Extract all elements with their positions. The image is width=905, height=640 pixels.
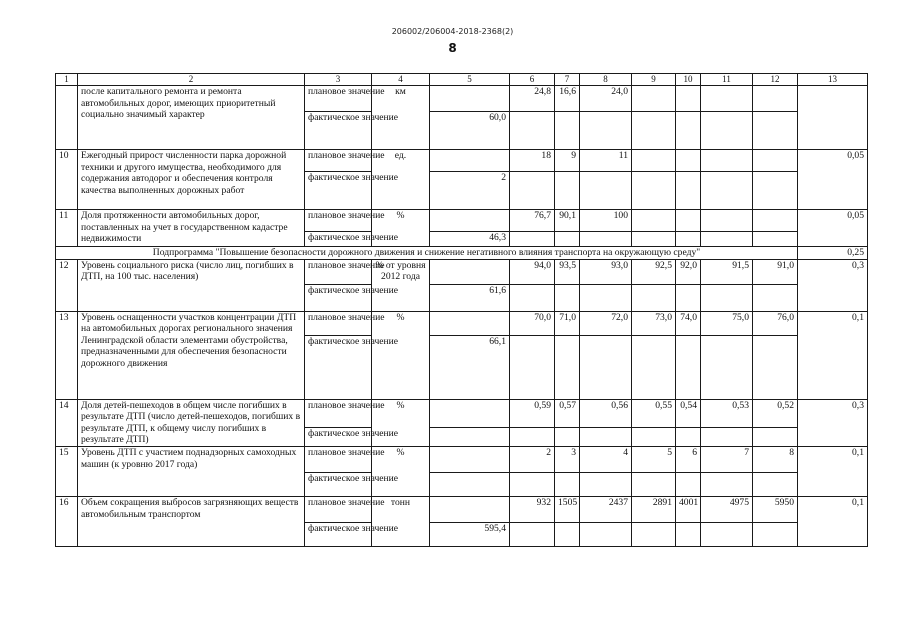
fact-year-value [701, 232, 753, 247]
indicators-table [55, 73, 868, 547]
fact-year-value [580, 112, 632, 150]
unit-cell: % [372, 446, 430, 496]
unit-cell: % [372, 210, 430, 247]
plan-value: 18 [510, 150, 555, 172]
plan-value: 0,53 [701, 399, 753, 427]
fact-label: фактическое значение [305, 284, 372, 311]
plan-value: 70,0 [510, 311, 555, 335]
fact-label: фактическое значение [305, 112, 372, 150]
plan-value: 75,0 [701, 311, 753, 335]
fact-year-value [676, 472, 701, 496]
fact-year-value [510, 472, 555, 496]
fact-year-value [632, 172, 676, 210]
plan-label: плановое значение [305, 259, 372, 284]
plan-value: 7 [701, 446, 753, 472]
indicator-number: 13 [56, 311, 78, 399]
column-header: 9 [632, 74, 676, 86]
fact-year-value [555, 112, 580, 150]
plan-value: 93,5 [555, 259, 580, 284]
fact-year-value [510, 232, 555, 247]
plan-value [753, 210, 798, 232]
base-value [430, 496, 510, 522]
column-header: 12 [753, 74, 798, 86]
base-value [430, 259, 510, 284]
plan-label: плановое значение [305, 399, 372, 427]
indicator-row [56, 446, 868, 472]
fact-year-value [632, 522, 676, 546]
fact-value: 595,4 [430, 522, 510, 546]
fact-year-value [676, 112, 701, 150]
indicator-row [56, 210, 868, 232]
plan-value: 24,8 [510, 86, 555, 112]
fact-year-value [510, 335, 555, 399]
fact-year-value [580, 232, 632, 247]
plan-label: плановое значение [305, 311, 372, 335]
indicator-name: Уровень ДТП с участием поднадзорных самоходных машин (к уровню 2017 года) [78, 446, 305, 496]
indicator-name: Объем сокращения выбросов загрязняющих веществ автомобильным транспортом [78, 496, 305, 546]
plan-value: 2891 [632, 496, 676, 522]
plan-value [632, 150, 676, 172]
indicator-row [56, 311, 868, 335]
plan-label: плановое значение [305, 210, 372, 232]
plan-value: 0,52 [753, 399, 798, 427]
plan-value: 3 [555, 446, 580, 472]
fact-label: фактическое значение [305, 232, 372, 247]
base-value [430, 150, 510, 172]
column-header: 4 [372, 74, 430, 86]
column-header: 13 [798, 74, 868, 86]
plan-value: 71,0 [555, 311, 580, 335]
indicator-name: Доля протяженности автомобильных дорог, поставленных на учет в государственном кадастре недвижимости [78, 210, 305, 247]
plan-value: 91,5 [701, 259, 753, 284]
column-header: 2 [78, 74, 305, 86]
column-header: 1 [56, 74, 78, 86]
plan-value: 76,7 [510, 210, 555, 232]
fact-year-value [632, 284, 676, 311]
weight-value: 0,3 [798, 399, 868, 446]
unit-cell: ед. [372, 150, 430, 210]
column-header: 10 [676, 74, 701, 86]
column-header: 5 [430, 74, 510, 86]
plan-value: 74,0 [676, 311, 701, 335]
fact-year-value [676, 172, 701, 210]
fact-label: фактическое значение [305, 172, 372, 210]
fact-year-value [701, 472, 753, 496]
weight-value [798, 86, 868, 150]
plan-value: 76,0 [753, 311, 798, 335]
plan-value: 2437 [580, 496, 632, 522]
plan-value: 73,0 [632, 311, 676, 335]
indicator-name: Доля детей-пешеходов в общем числе погибших в результате ДТП (число детей-пешеходов, погибших в результате ДТП, к общему числу погибших в результате ДТП) [78, 399, 305, 446]
plan-value [753, 86, 798, 112]
weight-value: 0,05 [798, 210, 868, 247]
plan-value: 1505 [555, 496, 580, 522]
fact-year-value [580, 284, 632, 311]
plan-label: плановое значение [305, 86, 372, 112]
fact-year-value [555, 232, 580, 247]
base-value [430, 399, 510, 427]
column-header: 6 [510, 74, 555, 86]
fact-year-value [555, 472, 580, 496]
column-header: 7 [555, 74, 580, 86]
indicator-number: 10 [56, 150, 78, 210]
plan-value [753, 150, 798, 172]
fact-year-value [701, 335, 753, 399]
plan-value: 9 [555, 150, 580, 172]
fact-year-value [555, 335, 580, 399]
fact-year-value [580, 428, 632, 447]
fact-year-value [753, 472, 798, 496]
fact-year-value [632, 335, 676, 399]
plan-value: 94,0 [510, 259, 555, 284]
plan-value: 6 [676, 446, 701, 472]
fact-year-value [701, 522, 753, 546]
fact-year-value [632, 472, 676, 496]
subprogram-row [56, 247, 868, 260]
plan-value: 4001 [676, 496, 701, 522]
plan-value: 0,59 [510, 399, 555, 427]
document-id: 206002/206004-2018-2368(2) [391, 27, 514, 36]
fact-year-value [580, 522, 632, 546]
plan-value: 100 [580, 210, 632, 232]
unit-cell: тонн [372, 496, 430, 546]
fact-year-value [676, 284, 701, 311]
plan-value: 0,55 [632, 399, 676, 427]
fact-year-value [580, 472, 632, 496]
indicator-row [56, 259, 868, 284]
indicator-number: 12 [56, 259, 78, 311]
plan-value: 24,0 [580, 86, 632, 112]
fact-value [430, 472, 510, 496]
fact-year-value [580, 172, 632, 210]
plan-value: 93,0 [580, 259, 632, 284]
unit-cell: % [372, 311, 430, 399]
subprogram-title: Подпрограмма "Повышение безопасности дорожного движения и снижение негативного влияния транспорта на окружающую среду" [56, 247, 798, 260]
fact-year-value [510, 112, 555, 150]
plan-value: 0,57 [555, 399, 580, 427]
plan-value: 91,0 [753, 259, 798, 284]
indicator-name: Уровень оснащенности участков концентрации ДТП на автомобильных дорогах регионального значения Ленинградской области элементами обустройства, предназначенными для обеспечения безопасности дорожного движения [78, 311, 305, 399]
plan-value [701, 150, 753, 172]
page-number: 8 [448, 41, 457, 55]
fact-year-value [632, 232, 676, 247]
plan-value: 2 [510, 446, 555, 472]
indicator-number: 16 [56, 496, 78, 546]
indicator-row [56, 86, 868, 112]
plan-value: 11 [580, 150, 632, 172]
fact-value: 66,1 [430, 335, 510, 399]
fact-value: 61,6 [430, 284, 510, 311]
indicator-number [56, 86, 78, 150]
fact-year-value [632, 428, 676, 447]
fact-year-value [676, 335, 701, 399]
plan-value: 0,56 [580, 399, 632, 427]
fact-value: 2 [430, 172, 510, 210]
plan-value: 92,0 [676, 259, 701, 284]
weight-value: 0,1 [798, 311, 868, 399]
plan-value: 72,0 [580, 311, 632, 335]
indicator-row [56, 496, 868, 522]
plan-value: 5 [632, 446, 676, 472]
plan-value [632, 86, 676, 112]
plan-label: плановое значение [305, 150, 372, 172]
fact-year-value [632, 112, 676, 150]
unit-cell: % [372, 399, 430, 446]
fact-label: фактическое значение [305, 335, 372, 399]
plan-value [676, 86, 701, 112]
plan-value: 932 [510, 496, 555, 522]
fact-year-value [555, 284, 580, 311]
fact-year-value [753, 335, 798, 399]
column-header: 8 [580, 74, 632, 86]
fact-year-value [510, 172, 555, 210]
plan-value [676, 210, 701, 232]
indicator-number: 11 [56, 210, 78, 247]
base-value [430, 446, 510, 472]
fact-year-value [555, 428, 580, 447]
fact-label: фактическое значение [305, 428, 372, 447]
plan-value: 0,54 [676, 399, 701, 427]
fact-year-value [555, 522, 580, 546]
fact-year-value [753, 232, 798, 247]
weight-value: 0,3 [798, 259, 868, 311]
plan-value: 4 [580, 446, 632, 472]
weight-value: 0,05 [798, 150, 868, 210]
plan-value: 16,6 [555, 86, 580, 112]
plan-value [676, 150, 701, 172]
fact-year-value [676, 428, 701, 447]
fact-year-value [676, 232, 701, 247]
fact-year-value [701, 172, 753, 210]
weight-value: 0,1 [798, 446, 868, 496]
indicator-row [56, 150, 868, 172]
fact-label: фактическое значение [305, 522, 372, 546]
plan-label: плановое значение [305, 446, 372, 472]
fact-value: 46,3 [430, 232, 510, 247]
unit-cell: км [372, 86, 430, 150]
fact-year-value [580, 335, 632, 399]
column-header: 11 [701, 74, 753, 86]
fact-year-value [753, 172, 798, 210]
plan-value: 4975 [701, 496, 753, 522]
indicator-name: после капитального ремонта и ремонта автомобильных дорог, имеющих приоритетный социально значимый характер [78, 86, 305, 150]
fact-year-value [510, 522, 555, 546]
base-value [430, 210, 510, 232]
plan-label: плановое значение [305, 496, 372, 522]
fact-year-value [510, 428, 555, 447]
indicator-name: Уровень социального риска (число лиц, погибших в ДТП, на 100 тыс. населения) [78, 259, 305, 311]
fact-year-value [753, 428, 798, 447]
fact-value: 60,0 [430, 112, 510, 150]
fact-year-value [753, 284, 798, 311]
column-header: 3 [305, 74, 372, 86]
plan-value: 5950 [753, 496, 798, 522]
fact-year-value [701, 428, 753, 447]
fact-value [430, 428, 510, 447]
fact-year-value [753, 522, 798, 546]
plan-value: 8 [753, 446, 798, 472]
fact-year-value [676, 522, 701, 546]
indicator-name: Ежегодный прирост численности парка дорожной техники и другого имущества, необходимого для содержания автодорог и обеспечения контроля качества выполненных дорожных работ [78, 150, 305, 210]
plan-value: 92,5 [632, 259, 676, 284]
indicator-row [56, 399, 868, 427]
fact-year-value [701, 284, 753, 311]
base-value [430, 86, 510, 112]
subprogram-weight: 0,25 [798, 247, 868, 260]
base-value [430, 311, 510, 335]
fact-year-value [753, 112, 798, 150]
fact-year-value [510, 284, 555, 311]
fact-label: фактическое значение [305, 472, 372, 496]
fact-year-value [555, 172, 580, 210]
fact-year-value [701, 112, 753, 150]
unit-cell: % от уровня 2012 года [372, 259, 430, 311]
indicator-number: 14 [56, 399, 78, 446]
weight-value: 0,1 [798, 496, 868, 546]
plan-value [701, 210, 753, 232]
indicator-number: 15 [56, 446, 78, 496]
plan-value [701, 86, 753, 112]
plan-value: 90,1 [555, 210, 580, 232]
plan-value [632, 210, 676, 232]
column-number-row [56, 74, 868, 86]
